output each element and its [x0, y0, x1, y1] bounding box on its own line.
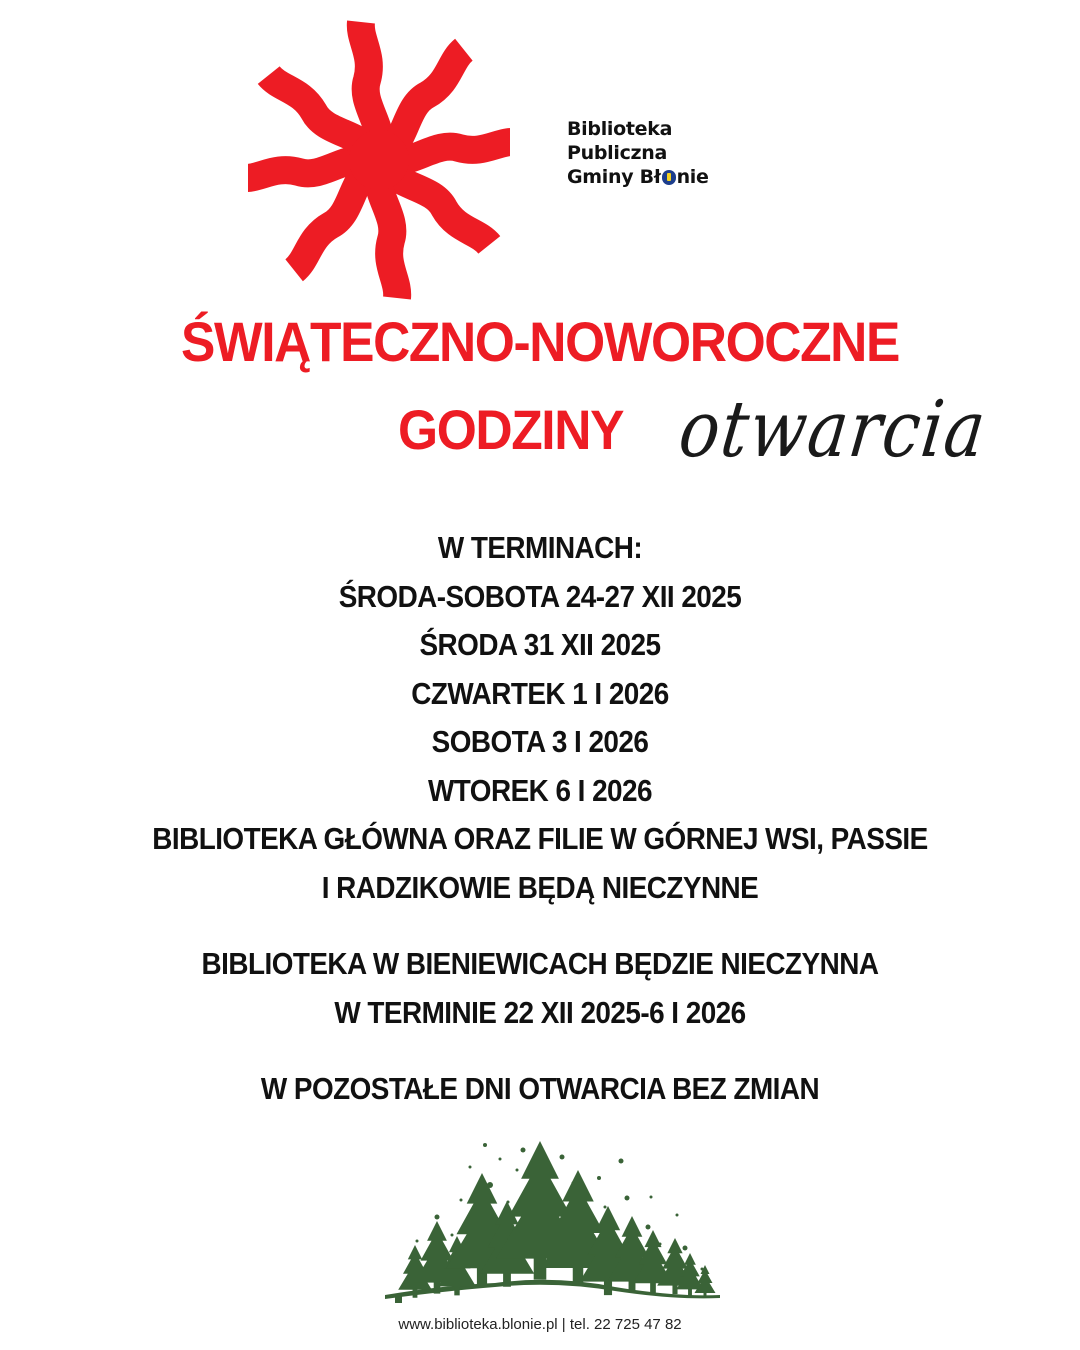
closed-notice-line-2: I RADZIKOWIE BĘDĄ NIECZYNNE: [321, 869, 759, 905]
blonie-crest-icon: [662, 170, 676, 185]
date-line: CZWARTEK 1 I 2026: [411, 675, 669, 711]
date-line: ŚRODA-SOBOTA 24-27 XII 2025: [338, 578, 742, 614]
title-line-2: GODZINY: [398, 398, 624, 461]
date-line: SOBOTA 3 I 2026: [431, 724, 649, 759]
logo-line-3-start: Gminy Bł: [567, 166, 661, 188]
logo-line-3-end: nie: [676, 166, 709, 188]
christmas-trees-icon: [385, 1135, 720, 1310]
footer-contact: www.biblioteka.blonie.pl | tel. 22 725 47 82: [398, 1316, 682, 1333]
title-line-1: ŚWIĄTECZNO-NOWOROCZNE: [180, 310, 899, 373]
logo-line-2: Publiczna: [567, 142, 668, 164]
logo-line-1: Biblioteka: [567, 118, 673, 140]
date-line: WTOREK 6 I 2026: [428, 772, 652, 808]
date-line: ŚRODA 31 XII 2025: [419, 627, 661, 662]
schedule-intro: W TERMINACH:: [437, 530, 643, 565]
schedule-section: [0, 524, 1080, 1114]
sun-swirl-logo-icon: [248, 20, 510, 300]
library-name-logo: [567, 117, 709, 189]
bieniewice-notice-line-2: W TERMINIE 22 XII 2025-6 I 2026: [334, 994, 746, 1030]
closed-notice-line-1: BIBLIOTEKA GŁÓWNA ORAZ FILIE W GÓRNEJ WSI, PASSIE: [152, 821, 928, 856]
other-days-notice: W POZOSTAŁE DNI OTWARCIA BEZ ZMIAN: [260, 1071, 820, 1106]
bieniewice-notice-line-1: BIBLIOTEKA W BIENIEWICACH BĘDZIE NIECZYNNA: [201, 946, 879, 981]
title-script-word: otwarcia: [674, 385, 992, 475]
logo-line-3: [567, 165, 709, 189]
